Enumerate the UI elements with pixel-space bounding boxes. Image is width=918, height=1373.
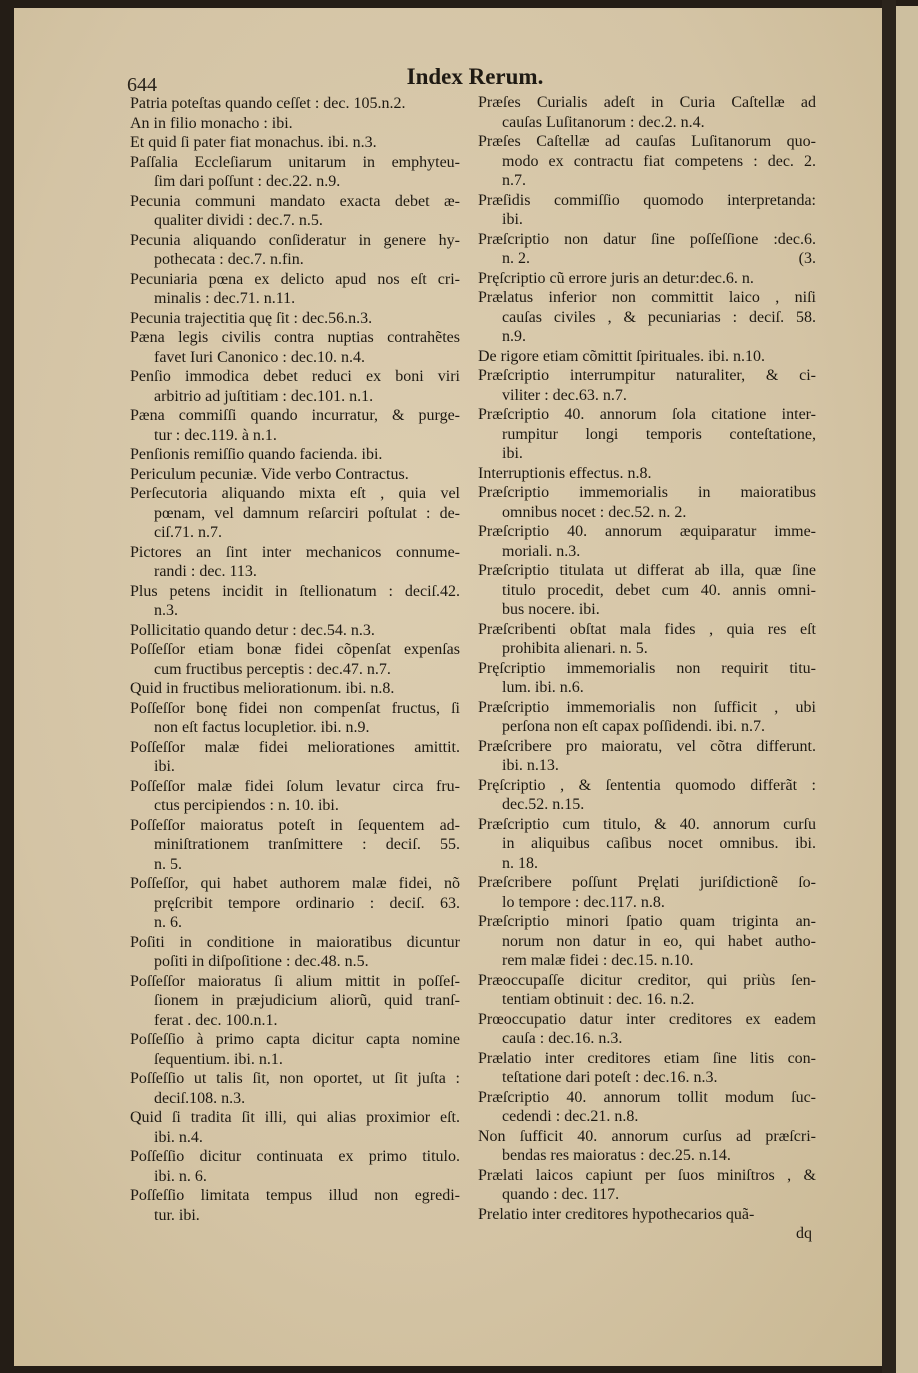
index-entry-line bbox=[478, 990, 816, 1010]
index-entry-line bbox=[478, 386, 816, 406]
index-entry bbox=[130, 445, 460, 465]
index-entry-line bbox=[130, 952, 460, 972]
index-entry-line bbox=[130, 699, 460, 719]
index-entry-line bbox=[130, 504, 460, 524]
index-entry bbox=[478, 464, 816, 484]
index-entry-line bbox=[478, 483, 816, 503]
index-entry bbox=[130, 153, 460, 192]
index-entry-line bbox=[130, 835, 460, 855]
index-entry-line bbox=[130, 309, 460, 329]
index-entry bbox=[478, 1166, 816, 1205]
index-entry-line bbox=[478, 1049, 816, 1069]
index-entry-line bbox=[478, 308, 816, 328]
index-entry bbox=[478, 659, 816, 698]
index-entry-line bbox=[478, 464, 816, 484]
entry-text: Prelatio inter creditores hypothecarios quã- bbox=[478, 1205, 755, 1223]
entry-text: norum non datur in eo, qui habet autho- bbox=[502, 932, 816, 950]
index-entry-line bbox=[130, 796, 460, 816]
entry-text: n.9. bbox=[502, 328, 526, 345]
index-entry bbox=[478, 971, 816, 1010]
index-entry-line bbox=[478, 1205, 816, 1225]
entry-text: dec.52. n.15. bbox=[502, 796, 585, 813]
index-entry bbox=[478, 873, 816, 912]
index-entry-line bbox=[478, 522, 816, 542]
index-entry-line bbox=[130, 367, 460, 387]
entry-text: An in filio monacho : ibi. bbox=[130, 114, 293, 132]
index-entry-line bbox=[478, 912, 816, 932]
index-entry-line bbox=[478, 971, 816, 991]
index-entry-line bbox=[130, 660, 460, 680]
entry-text: Pollicitatio quando detur : dec.54. n.3. bbox=[130, 621, 375, 639]
entry-text: teſtatione dari poteſt : dec.16. n.3. bbox=[502, 1069, 718, 1086]
index-entry-line bbox=[478, 932, 816, 952]
entry-text: modo ex contractu fiat competens : dec. 2. bbox=[502, 152, 816, 170]
index-entry-line bbox=[130, 94, 460, 114]
entry-text: rem malæ fidei : dec.15. n.10. bbox=[502, 952, 694, 969]
index-entry bbox=[478, 620, 816, 659]
entry-text: Poſſeſſio à primo capta dicitur capta nomine bbox=[130, 1031, 460, 1048]
index-entry-line bbox=[130, 894, 460, 914]
entry-text: cauſa : dec.16. n.3. bbox=[502, 1030, 623, 1047]
index-entry-line bbox=[478, 854, 816, 874]
entry-text: Paſſalia Eccleſiarum unitarum in emphyteu- bbox=[130, 153, 460, 171]
index-entry bbox=[130, 192, 460, 231]
index-entry-line bbox=[130, 582, 460, 602]
index-entry-line bbox=[130, 153, 460, 173]
index-entry-line bbox=[130, 562, 460, 582]
index-entry-line bbox=[130, 172, 460, 192]
index-entry-line bbox=[478, 893, 816, 913]
entry-text: cauſas civiles , & pecuniarias : deciſ. 58. bbox=[502, 308, 816, 326]
index-entry bbox=[478, 698, 816, 737]
index-entry-line bbox=[130, 328, 460, 348]
entry-text: ibi. n. 6. bbox=[154, 1167, 207, 1185]
index-entry-line bbox=[478, 678, 816, 698]
index-entry bbox=[478, 93, 816, 132]
entry-text: Et quid ſi pater fiat monachus. ibi. n.3. bbox=[130, 134, 377, 151]
index-entry-line bbox=[130, 465, 460, 485]
entry-text: n. 6. bbox=[154, 914, 182, 931]
index-entry-line bbox=[130, 1206, 460, 1226]
entry-text: Præſcriptio 40. annorum ſola citatione inter- bbox=[478, 406, 816, 423]
catchword: dq bbox=[796, 1225, 812, 1242]
entry-text: ibi. n.13. bbox=[502, 757, 559, 774]
index-entry-line bbox=[478, 542, 816, 562]
index-entry-line bbox=[478, 93, 816, 113]
entry-text: Præſidis commiſſio quomodo interpretanda: bbox=[478, 191, 816, 209]
entry-text: favet Iuri Canonico : dec.10. n.4. bbox=[154, 348, 366, 366]
index-entry bbox=[478, 1049, 816, 1088]
index-entry-line bbox=[478, 444, 816, 464]
entry-text: Poſſeſſor maioratus ſi alium mittit in poſſeſ- bbox=[130, 972, 460, 990]
index-entry-line bbox=[130, 250, 460, 270]
index-entry bbox=[130, 582, 460, 621]
entry-text: Præſcriptio immemorialis in maioratibus bbox=[478, 484, 816, 501]
index-entry-line bbox=[478, 737, 816, 757]
index-entry-line bbox=[130, 972, 460, 992]
entry-text: Poſſeſſio limitata tempus illud non egredi- bbox=[130, 1187, 460, 1204]
index-entry-line bbox=[478, 230, 816, 250]
entry-text: Poſſeſſio dicitur continuata ex primo titulo. bbox=[130, 1148, 460, 1165]
entry-text: Præſcribere pro maioratu, vel cõtra differunt. bbox=[478, 737, 816, 755]
index-entry bbox=[130, 367, 460, 406]
entry-text: pœnam, vel damnum reſarciri poſtulat : de- bbox=[154, 504, 460, 522]
entry-text: De rigore etiam cõmittit ſpirituales. ibi. n.10. bbox=[478, 347, 766, 365]
entry-text: Præſcriptio immemorialis non ſufficit , ubi bbox=[478, 698, 816, 716]
index-entry-line bbox=[130, 991, 460, 1011]
index-entry-line bbox=[478, 327, 816, 347]
entry-text: tentiam obtinuit : dec. 16. n.2. bbox=[502, 991, 695, 1008]
index-entry-line bbox=[478, 1107, 816, 1127]
next-page-edge bbox=[896, 6, 918, 1373]
index-entry-line bbox=[130, 114, 460, 134]
index-entry bbox=[478, 366, 816, 405]
entry-text: ibi. bbox=[502, 211, 523, 228]
entry-text: Præſcriptio non datur ſine poſſeſſione :dec.6. bbox=[478, 230, 816, 248]
entry-text: randi : dec. 113. bbox=[154, 563, 257, 580]
entry-text: n.3. bbox=[154, 602, 178, 619]
index-entry-line bbox=[478, 1010, 816, 1030]
index-entry bbox=[130, 484, 460, 543]
index-entry bbox=[130, 621, 460, 641]
entry-text: in aliquibus caſibus nocet omnibus. ibi. bbox=[502, 835, 816, 852]
right-index-column bbox=[478, 93, 816, 1244]
entry-text: tur : dec.119. à n.1. bbox=[154, 426, 277, 444]
index-entry-line bbox=[130, 1167, 460, 1187]
index-entry-line bbox=[478, 1166, 816, 1186]
entry-text: Pæna legis civilis contra nuptias contrahẽtes bbox=[130, 329, 460, 346]
index-entry bbox=[130, 874, 460, 933]
index-entry-line bbox=[130, 679, 460, 699]
index-entry-line bbox=[130, 621, 460, 641]
index-entry-line bbox=[478, 717, 816, 737]
index-entry-line bbox=[130, 484, 460, 504]
index-entry bbox=[478, 288, 816, 347]
entry-text: viliter : dec.63. n.7. bbox=[502, 386, 627, 404]
index-entry bbox=[130, 543, 460, 582]
index-entry bbox=[478, 912, 816, 971]
entry-text: Poſſeſſor etiam bonæ fidei cõpenſat expenſas bbox=[130, 641, 460, 658]
index-entry-line bbox=[478, 1146, 816, 1166]
index-entry-line bbox=[130, 855, 460, 875]
index-entry-line bbox=[478, 425, 816, 445]
entry-text: Pręſcriptio , & ſententia quomodo differãt : bbox=[478, 776, 816, 794]
index-entry-line bbox=[130, 270, 460, 290]
entry-text: Pręſcriptio cũ errore juris an detur:dec.6. n. bbox=[478, 269, 754, 287]
index-entry-line bbox=[478, 951, 816, 971]
index-entry-line bbox=[478, 405, 816, 425]
entry-text: Præſcriptio titulata ut differat ab illa, quæ ſine bbox=[478, 562, 816, 579]
index-entry-line bbox=[130, 1050, 460, 1070]
entry-text: Præſcriptio 40. annorum æquiparatur imme- bbox=[478, 523, 816, 540]
index-entry-line bbox=[130, 933, 460, 953]
entry-text: bendas res maioratus : dec.25. n.14. bbox=[502, 1147, 731, 1164]
index-entry-line bbox=[478, 347, 816, 367]
entry-text: Prælatus inferior non committit laico , niſi bbox=[478, 289, 816, 306]
index-entry bbox=[130, 1069, 460, 1108]
entry-text: ibi. bbox=[154, 758, 175, 775]
index-entry-line bbox=[130, 289, 460, 309]
entry-text: ctus percipiendos : n. 10. ibi. bbox=[154, 797, 339, 814]
entry-text: Poſſeſſio ut talis ſit, non oportet, ut ſit juſta : bbox=[130, 1070, 460, 1087]
index-entry-line bbox=[130, 640, 460, 660]
entry-text: Pæna commiſſi quando incurratur, & purge- bbox=[130, 407, 460, 424]
entry-text: omnibus nocet : dec.52. n. 2. bbox=[502, 503, 687, 521]
index-entry bbox=[130, 465, 460, 485]
index-entry-line bbox=[478, 269, 816, 289]
entry-text: Patria poteſtas quando ceſſet : dec. 105.n.2. bbox=[130, 95, 406, 112]
entry-text: n.7. bbox=[502, 172, 526, 189]
index-entry-line bbox=[130, 1011, 460, 1031]
entry-text: quando : dec. 117. bbox=[502, 1186, 620, 1203]
entry-text: Poſſeſſor malæ fidei meliorationes amittit. bbox=[130, 738, 460, 756]
index-entry bbox=[130, 738, 460, 777]
entry-text: Præſcriptio interrumpitur naturaliter, & ci- bbox=[478, 367, 816, 384]
entry-text: pothecata : dec.7. n.fin. bbox=[154, 251, 304, 268]
entry-text: ſim dari poſſunt : dec.22. n.9. bbox=[154, 173, 341, 190]
entry-text: Penſio immodica debet reduci ex boni viri bbox=[130, 368, 460, 385]
entry-text: Pecunia aliquando conſideratur in genere hy- bbox=[130, 231, 460, 249]
index-entry-line bbox=[478, 776, 816, 796]
entry-text: Quid ſi tradita ſit illi, qui alias proximior eſt. bbox=[130, 1109, 460, 1126]
index-entry bbox=[130, 1108, 460, 1147]
index-entry bbox=[130, 972, 460, 1031]
index-entry-line bbox=[478, 1185, 816, 1205]
index-entry-line bbox=[130, 718, 460, 738]
index-entry-line bbox=[130, 543, 460, 563]
index-entry bbox=[130, 679, 460, 699]
index-entry bbox=[130, 699, 460, 738]
index-entry bbox=[478, 483, 816, 522]
index-entry-line bbox=[478, 698, 816, 718]
entry-text: ſequentium. ibi. n.1. bbox=[154, 1050, 283, 1068]
index-entry bbox=[478, 737, 816, 776]
index-entry-line bbox=[130, 211, 460, 231]
entry-text: Præſcriptio 40. annorum tollit modum ſuc- bbox=[478, 1088, 816, 1106]
index-entry-line bbox=[130, 1147, 460, 1167]
entry-text: Perſecutoria aliquando mixta eſt , quia vel bbox=[130, 485, 460, 502]
entry-text: Præſcribenti obſtat mala fides , quia res eſt bbox=[478, 620, 816, 638]
index-entry-line bbox=[130, 133, 460, 153]
index-entry bbox=[478, 815, 816, 874]
entry-text: qualiter dividi : dec.7. n.5. bbox=[154, 212, 323, 229]
index-entry-line bbox=[130, 1108, 460, 1128]
index-entry bbox=[478, 1010, 816, 1049]
page-title: Index Rerum. bbox=[406, 64, 544, 89]
entry-text: Pictores an ſint inter mechanicos connume- bbox=[130, 543, 460, 561]
index-entry-line bbox=[478, 873, 816, 893]
index-entry bbox=[478, 776, 816, 815]
entry-text: minalis : dec.71. n.11. bbox=[154, 290, 296, 307]
index-entry-line bbox=[130, 757, 460, 777]
entry-text: pręſcribit tempore ordinario : deciſ. 63. bbox=[154, 894, 460, 912]
entry-text: ſionem in præjudicium aliorũ, quid tranſ- bbox=[154, 992, 460, 1009]
entry-text: Pręſcriptio immemorialis non requirit titu- bbox=[478, 659, 816, 677]
entry-text: Plus petens incidit in ſtellionatum : deciſ.42. bbox=[130, 582, 460, 600]
entry-text: perſona non eſt capax poſſidendi. ibi. n.7. bbox=[502, 718, 766, 735]
index-entry-line bbox=[478, 1068, 816, 1088]
entry-text: Interruptionis effectus. n.8. bbox=[478, 464, 652, 482]
index-entry-line bbox=[478, 366, 816, 386]
index-entry-line bbox=[130, 601, 460, 621]
index-entry-line bbox=[478, 1088, 816, 1108]
index-entry bbox=[478, 1205, 816, 1225]
index-entry bbox=[130, 133, 460, 153]
left-index-column bbox=[130, 94, 460, 1225]
index-entry bbox=[130, 1030, 460, 1069]
entry-text: Poſſeſſor, qui habet authorem malæ fidei, nõ bbox=[130, 875, 460, 892]
index-entry bbox=[130, 933, 460, 972]
entry-text: cauſas Luſitanorum : dec.2. n.4. bbox=[502, 113, 705, 131]
index-entry bbox=[130, 816, 460, 875]
entry-text: cum fructibus perceptis : dec.47. n.7. bbox=[154, 660, 391, 678]
entry-text: titulo procedit, debet cum 40. annis omni- bbox=[502, 581, 816, 599]
entry-text: Prælati laicos capiunt per ſuos miniſtros , & bbox=[478, 1166, 816, 1184]
index-entry-line bbox=[130, 387, 460, 407]
index-entry bbox=[130, 94, 460, 114]
index-entry-line bbox=[478, 1127, 816, 1147]
entry-text: Poſſeſſor maioratus poteſt in ſequentem ad- bbox=[130, 816, 460, 834]
entry-text: cedendi : dec.21. n.8. bbox=[502, 1108, 639, 1125]
index-entry-line bbox=[478, 210, 816, 230]
index-entry-line bbox=[478, 132, 816, 152]
index-entry bbox=[130, 270, 460, 309]
entry-text: tur. ibi. bbox=[154, 1206, 200, 1224]
entry-text: Penſionis remiſſio quando facienda. ibi. bbox=[130, 446, 383, 463]
index-entry-line bbox=[478, 659, 816, 679]
entry-text: Poſiti in conditione in maioratibus dicuntur bbox=[130, 933, 460, 951]
entry-text: non eſt factus locupletior. ibi. n.9. bbox=[154, 719, 370, 736]
index-entry bbox=[478, 230, 816, 269]
index-entry bbox=[478, 1127, 816, 1166]
index-entry-line bbox=[130, 348, 460, 368]
index-entry-line bbox=[130, 523, 460, 543]
index-entry-line bbox=[478, 756, 816, 776]
entry-text: Pecuniaria pœna ex delicto apud nos eſt cri- bbox=[130, 270, 460, 288]
index-entry-line bbox=[478, 581, 816, 601]
entry-text: poſiti in diſpoſitione : dec.48. n.5. bbox=[154, 953, 369, 970]
entry-text: Poſſeſſor malæ fidei ſolum levatur circa fru- bbox=[130, 777, 460, 795]
index-entry-line bbox=[130, 1186, 460, 1206]
index-entry-line bbox=[130, 777, 460, 797]
index-entry bbox=[130, 309, 460, 329]
index-entry-line bbox=[130, 1069, 460, 1089]
entry-text: n. 18. bbox=[502, 854, 538, 872]
page-gutter bbox=[882, 0, 896, 1373]
index-entry bbox=[478, 561, 816, 620]
entry-text: Periculum pecuniæ. Vide verbo Contractus. bbox=[130, 465, 409, 483]
entry-text: Pecunia communi mandato exacta debet æ- bbox=[130, 192, 460, 210]
entry-text: ibi. n.4. bbox=[154, 1128, 203, 1146]
index-entry-line bbox=[130, 192, 460, 212]
entry-text: Pecunia trajectitia quę ſit : dec.56.n.3. bbox=[130, 309, 373, 327]
entry-text: Quid in fructibus meliorationum. ibi. n.8. bbox=[130, 680, 395, 697]
entry-text: Præſcribere poſſunt Pręlati juriſdictionẽ ſo- bbox=[478, 874, 816, 891]
entry-text: Præſcriptio cum titulo, & 40. annorum curſu bbox=[478, 815, 816, 833]
index-entry-line bbox=[478, 834, 816, 854]
index-entry-line bbox=[478, 600, 816, 620]
entry-text: n. 5. bbox=[154, 855, 182, 873]
index-entry-line bbox=[130, 426, 460, 446]
page-number: 644 bbox=[127, 74, 157, 96]
index-entry bbox=[130, 114, 460, 134]
entry-text: lum. ibi. n.6. bbox=[502, 679, 584, 696]
entry-text: bus nocere. ibi. bbox=[502, 601, 600, 618]
index-entry-line bbox=[130, 738, 460, 758]
index-entry-line bbox=[130, 1030, 460, 1050]
index-entry-line bbox=[478, 171, 816, 191]
index-entry-line bbox=[478, 288, 816, 308]
entry-text: deciſ.108. n.3. bbox=[154, 1089, 246, 1107]
entry-text: n. 2. bbox=[502, 250, 530, 267]
index-entry-line bbox=[130, 406, 460, 426]
entry-text: arbitrio ad juſtitiam : dec.101. n.1. bbox=[154, 387, 374, 405]
entry-text: prohibita alienari. n. 5. bbox=[502, 640, 648, 657]
entry-text: Prælatio inter creditores etiam ſine litis con- bbox=[478, 1049, 816, 1067]
index-entry bbox=[478, 132, 816, 191]
index-entry-line bbox=[478, 639, 816, 659]
index-entry bbox=[130, 328, 460, 367]
index-entry-line bbox=[478, 795, 816, 815]
entry-text: ciſ.71. n.7. bbox=[154, 524, 222, 541]
index-entry bbox=[130, 231, 460, 270]
line-overflow-tail: (3. bbox=[798, 250, 816, 267]
entry-text: Præſcriptio minori ſpatio quam triginta an- bbox=[478, 913, 816, 930]
index-entry bbox=[130, 406, 460, 445]
index-entry bbox=[478, 347, 816, 367]
index-entry-line bbox=[478, 191, 816, 211]
entry-text: Non ſufficit 40. annorum curſus ad præſcri- bbox=[478, 1127, 816, 1145]
index-entry-line bbox=[478, 620, 816, 640]
index-entry-line bbox=[130, 913, 460, 933]
index-entry bbox=[130, 1147, 460, 1186]
entry-text: ibi. bbox=[502, 445, 523, 462]
index-entry bbox=[478, 1088, 816, 1127]
index-entry-line bbox=[130, 1089, 460, 1109]
index-entry-line bbox=[130, 445, 460, 465]
entry-text: Præoccupaſſe dicitur creditor, qui priùs ſen- bbox=[478, 971, 816, 989]
entry-text: rumpitur longi temporis conteſtatione, bbox=[502, 425, 816, 443]
index-entry-line bbox=[478, 152, 816, 172]
index-entry bbox=[130, 1186, 460, 1225]
index-entry-line bbox=[478, 815, 816, 835]
entry-text: Præſes Caſtellæ ad cauſas Luſitanorum quo- bbox=[478, 133, 816, 150]
entry-text: Prœoccupatio datur inter creditores ex eadem bbox=[478, 1010, 816, 1028]
index-entry-line bbox=[478, 561, 816, 581]
index-entry bbox=[130, 640, 460, 679]
entry-text: miniſtrationem tranſmittere : deciſ. 55. bbox=[154, 836, 460, 853]
entry-text: lo tempore : dec.117. n.8. bbox=[502, 893, 665, 911]
index-entry-line bbox=[130, 874, 460, 894]
entry-text: moriali. n.3. bbox=[502, 542, 581, 560]
index-entry-line bbox=[130, 816, 460, 836]
entry-text: Præſes Curialis adeſt in Curia Caſtellæ ad bbox=[478, 94, 816, 111]
index-entry bbox=[478, 405, 816, 464]
entry-text: ferat . dec. 100.n.1. bbox=[154, 1011, 278, 1029]
index-entry-line bbox=[130, 1128, 460, 1148]
index-entry-line bbox=[478, 1029, 816, 1049]
index-entry-line bbox=[478, 249, 816, 269]
index-entry bbox=[130, 777, 460, 816]
entry-text: Poſſeſſor bonę fidei non compenſat fructus, ſi bbox=[130, 699, 460, 717]
index-entry bbox=[478, 522, 816, 561]
index-entry-line bbox=[478, 503, 816, 523]
index-entry-line bbox=[478, 113, 816, 133]
index-entry bbox=[478, 269, 816, 289]
index-entry bbox=[478, 191, 816, 230]
index-entry-line bbox=[130, 231, 460, 251]
